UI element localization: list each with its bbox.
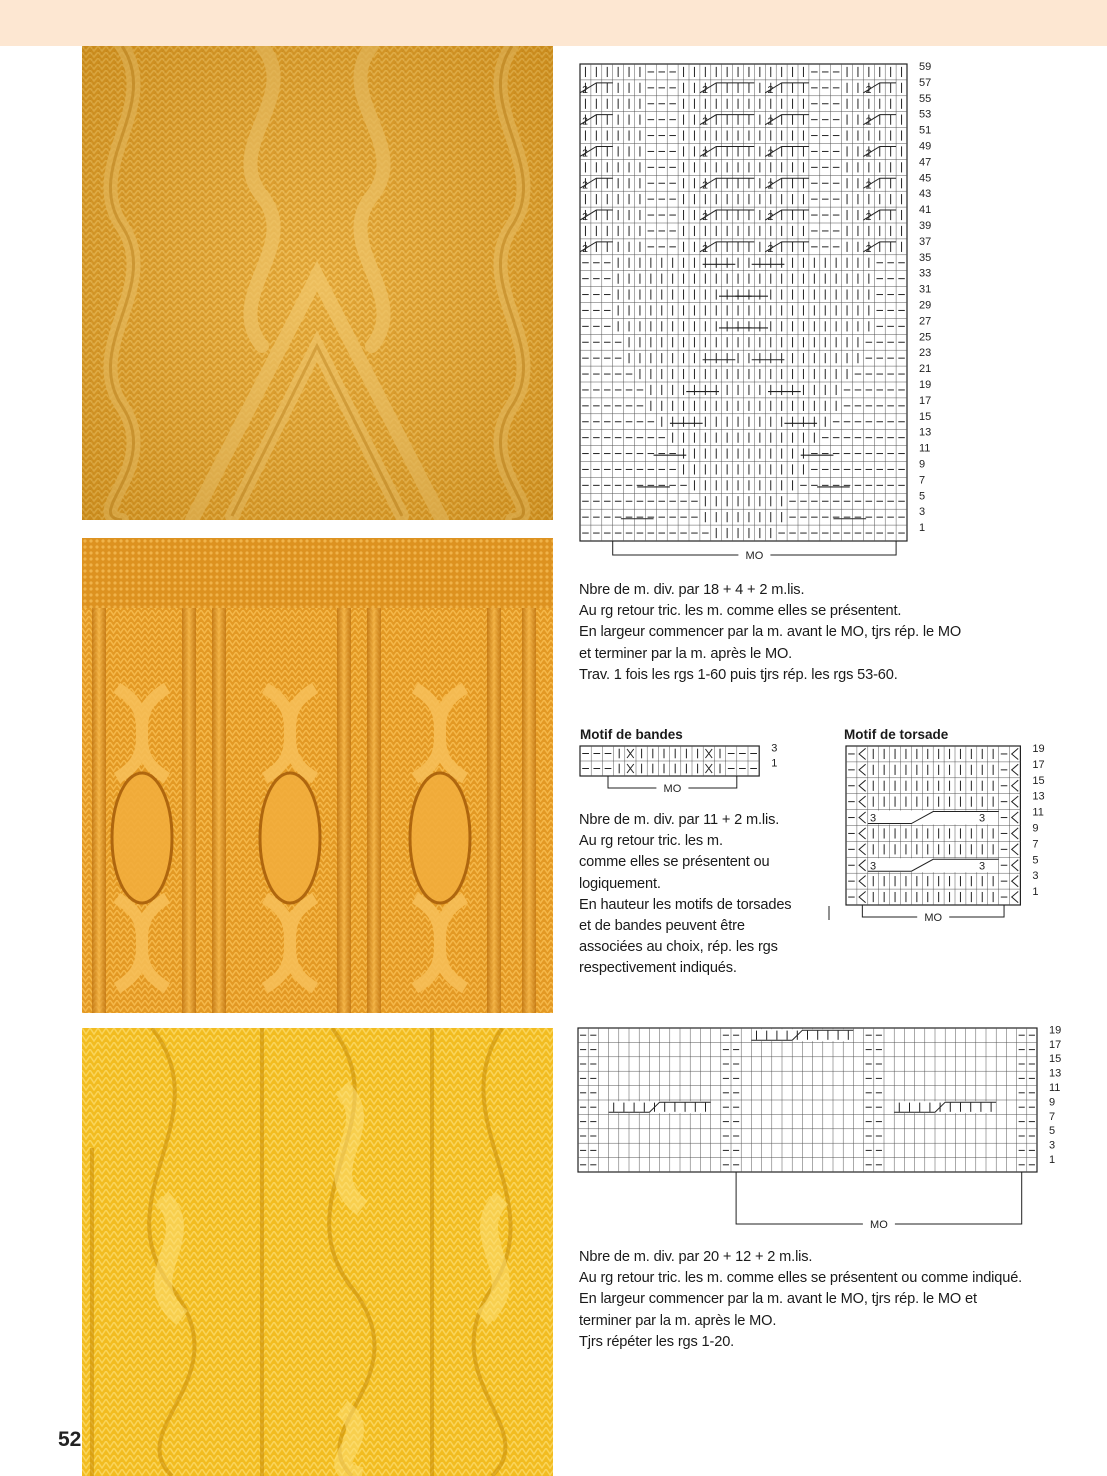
swatch-photo-rib-cables bbox=[82, 538, 553, 1013]
knitting-chart-1 bbox=[578, 62, 968, 562]
cable-number: 2 bbox=[582, 147, 589, 160]
cable-number: 2 bbox=[767, 83, 774, 96]
row-label: 1 bbox=[919, 522, 926, 535]
row-label: 3 bbox=[771, 744, 778, 755]
row-label: 11 bbox=[1032, 806, 1044, 819]
text-line: et terminer par la m. après le MO. bbox=[579, 645, 793, 662]
text-line: Trav. 1 fois les rgs 1-60 puis tjrs rép. les rgs 53-60. bbox=[579, 666, 898, 683]
row-label: 11 bbox=[919, 442, 931, 455]
row-label: 15 bbox=[1032, 774, 1045, 787]
row-label: 13 bbox=[1032, 790, 1045, 803]
row-label: 3 bbox=[1032, 870, 1039, 883]
cable-number: 2 bbox=[702, 83, 708, 96]
cable-cell bbox=[752, 1029, 852, 1041]
repeat-label: MO bbox=[745, 550, 764, 562]
cable-number: 2 bbox=[702, 211, 708, 224]
cable-number: 2 bbox=[767, 147, 774, 160]
text-line: Nbre de m. div. par 11 + 2 m.lis. bbox=[579, 812, 780, 828]
row-label: 15 bbox=[1049, 1053, 1062, 1066]
row-label: 17 bbox=[1049, 1038, 1062, 1051]
text-line: respectivement indiqués. bbox=[579, 960, 737, 977]
row-label: 39 bbox=[919, 219, 932, 232]
row-label: 19 bbox=[1049, 1026, 1062, 1037]
text-line: Nbre de m. div. par 20 + 12 + 2 m.lis. bbox=[579, 1249, 813, 1265]
row-label: 59 bbox=[919, 62, 932, 73]
cable-number: 2 bbox=[702, 147, 708, 160]
knitting-chart-torsade bbox=[826, 744, 1056, 934]
knitting-chart-3 bbox=[576, 1026, 1066, 1236]
row-label: 19 bbox=[1032, 744, 1045, 755]
row-label: 27 bbox=[919, 315, 932, 328]
chart-3-grid bbox=[578, 1028, 1037, 1172]
row-label: 17 bbox=[919, 394, 932, 407]
row-label: 5 bbox=[1049, 1125, 1056, 1138]
row-label: 9 bbox=[919, 458, 926, 471]
text-line: Au rg retour tric. les m. comme elles se présentent. bbox=[579, 603, 902, 620]
row-label: 45 bbox=[919, 172, 932, 185]
text-line: logiquement. bbox=[579, 875, 661, 892]
row-label: 13 bbox=[919, 426, 932, 439]
swatch-photo-aran-cables bbox=[82, 46, 553, 520]
cable-number: 2 bbox=[767, 179, 774, 192]
row-label: 21 bbox=[919, 363, 932, 376]
heading-motif-torsade: Motif de torsade bbox=[844, 727, 949, 742]
cable-number: 2 bbox=[865, 211, 872, 224]
text-line: associées au choix, rép. les rgs bbox=[579, 939, 778, 956]
text-line: En largeur commencer par la m. avant le MO, tjrs rép. le MO et bbox=[579, 1291, 977, 1308]
cable-number: 2 bbox=[582, 179, 589, 192]
repeat-label: MO bbox=[870, 1219, 888, 1231]
row-label: 47 bbox=[919, 156, 932, 169]
text-line: comme elles se présentent ou bbox=[579, 854, 770, 871]
row-label: 55 bbox=[919, 92, 932, 105]
text-line: Au rg retour tric. les m. bbox=[579, 833, 723, 850]
row-label: 7 bbox=[919, 474, 926, 487]
text-line: Au rg retour tric. les m. comme elles se présentent ou comme indiqué. bbox=[579, 1270, 1023, 1287]
page-number: 52 bbox=[58, 1428, 82, 1451]
cable-number: 2 bbox=[865, 147, 872, 160]
cable-number: 3 bbox=[869, 860, 877, 873]
row-label: 31 bbox=[919, 283, 932, 296]
instructions-bandes bbox=[579, 810, 791, 980]
row-label: 57 bbox=[919, 76, 932, 89]
cable-number: 2 bbox=[582, 242, 589, 255]
cable-number: 2 bbox=[767, 115, 774, 128]
text-line: En hauteur les motifs de torsades bbox=[579, 896, 792, 913]
text-line: et de bandes peuvent être bbox=[579, 918, 745, 935]
cable-number: 2 bbox=[767, 211, 774, 224]
cable-number: 2 bbox=[865, 83, 872, 96]
row-label: 5 bbox=[919, 490, 926, 503]
instructions-chart-1 bbox=[579, 580, 961, 686]
row-label: 15 bbox=[919, 410, 932, 423]
repeat-label: MO bbox=[924, 912, 943, 924]
cable-number: 3 bbox=[978, 860, 986, 873]
cable-number: 2 bbox=[865, 115, 872, 128]
cable-number: 2 bbox=[582, 115, 589, 128]
row-label: 9 bbox=[1032, 822, 1039, 835]
cable-number: 3 bbox=[978, 812, 986, 825]
cable-number: 2 bbox=[582, 211, 589, 224]
row-label: 5 bbox=[1032, 854, 1039, 867]
cable-number: 2 bbox=[702, 242, 708, 255]
row-label: 1 bbox=[771, 757, 778, 770]
text-line: Tjrs répéter les rgs 1-20. bbox=[579, 1333, 735, 1350]
row-label: 3 bbox=[919, 506, 926, 519]
cable-cell bbox=[895, 1101, 995, 1113]
cable-number: 2 bbox=[582, 83, 589, 96]
cable-number: 3 bbox=[869, 812, 877, 825]
row-label: 19 bbox=[919, 378, 932, 391]
row-label: 1 bbox=[1049, 1154, 1056, 1166]
cable-number: 2 bbox=[767, 242, 774, 255]
cable-number: 2 bbox=[865, 242, 872, 255]
swatch-photo-large-cables bbox=[82, 1028, 553, 1476]
row-label: 43 bbox=[919, 188, 932, 201]
row-label: 41 bbox=[919, 204, 932, 217]
row-label: 29 bbox=[919, 299, 932, 312]
row-label: 33 bbox=[919, 267, 932, 280]
text-line: Nbre de m. div. par 18 + 4 + 2 m.lis. bbox=[579, 582, 805, 598]
top-color-band bbox=[0, 0, 1107, 46]
heading-motif-bandes: Motif de bandes bbox=[580, 727, 683, 742]
row-label: 7 bbox=[1032, 838, 1039, 851]
repeat-label: MO bbox=[663, 783, 682, 795]
row-label: 9 bbox=[1049, 1096, 1056, 1109]
row-label: 11 bbox=[1049, 1082, 1061, 1094]
text-line: En largeur commencer par la m. avant le MO, tjrs rép. le MO bbox=[579, 624, 962, 641]
row-label: 1 bbox=[1032, 886, 1039, 899]
bandes-grid bbox=[580, 746, 759, 776]
row-label: 17 bbox=[1032, 758, 1045, 771]
cable-cell bbox=[610, 1101, 710, 1113]
cable-number: 2 bbox=[702, 115, 708, 128]
row-label: 37 bbox=[919, 235, 932, 248]
repeat-bracket bbox=[736, 1172, 1022, 1224]
row-label: 3 bbox=[1049, 1139, 1056, 1152]
cable-number: 2 bbox=[865, 179, 872, 192]
row-label: 35 bbox=[919, 251, 932, 264]
torsade-grid bbox=[846, 746, 1020, 905]
chart-1-grid bbox=[580, 64, 907, 541]
row-label: 51 bbox=[919, 124, 932, 137]
row-label: 25 bbox=[919, 331, 932, 344]
cable-number: 2 bbox=[702, 179, 708, 192]
instructions-chart-3 bbox=[579, 1247, 1022, 1353]
row-label: 23 bbox=[919, 347, 932, 360]
knitting-chart-bandes bbox=[578, 744, 798, 804]
row-label: 13 bbox=[1049, 1067, 1062, 1080]
row-label: 49 bbox=[919, 140, 932, 153]
row-label: 7 bbox=[1049, 1110, 1056, 1123]
text-line: terminer par la m. après le MO. bbox=[579, 1312, 777, 1329]
row-label: 53 bbox=[919, 108, 932, 121]
